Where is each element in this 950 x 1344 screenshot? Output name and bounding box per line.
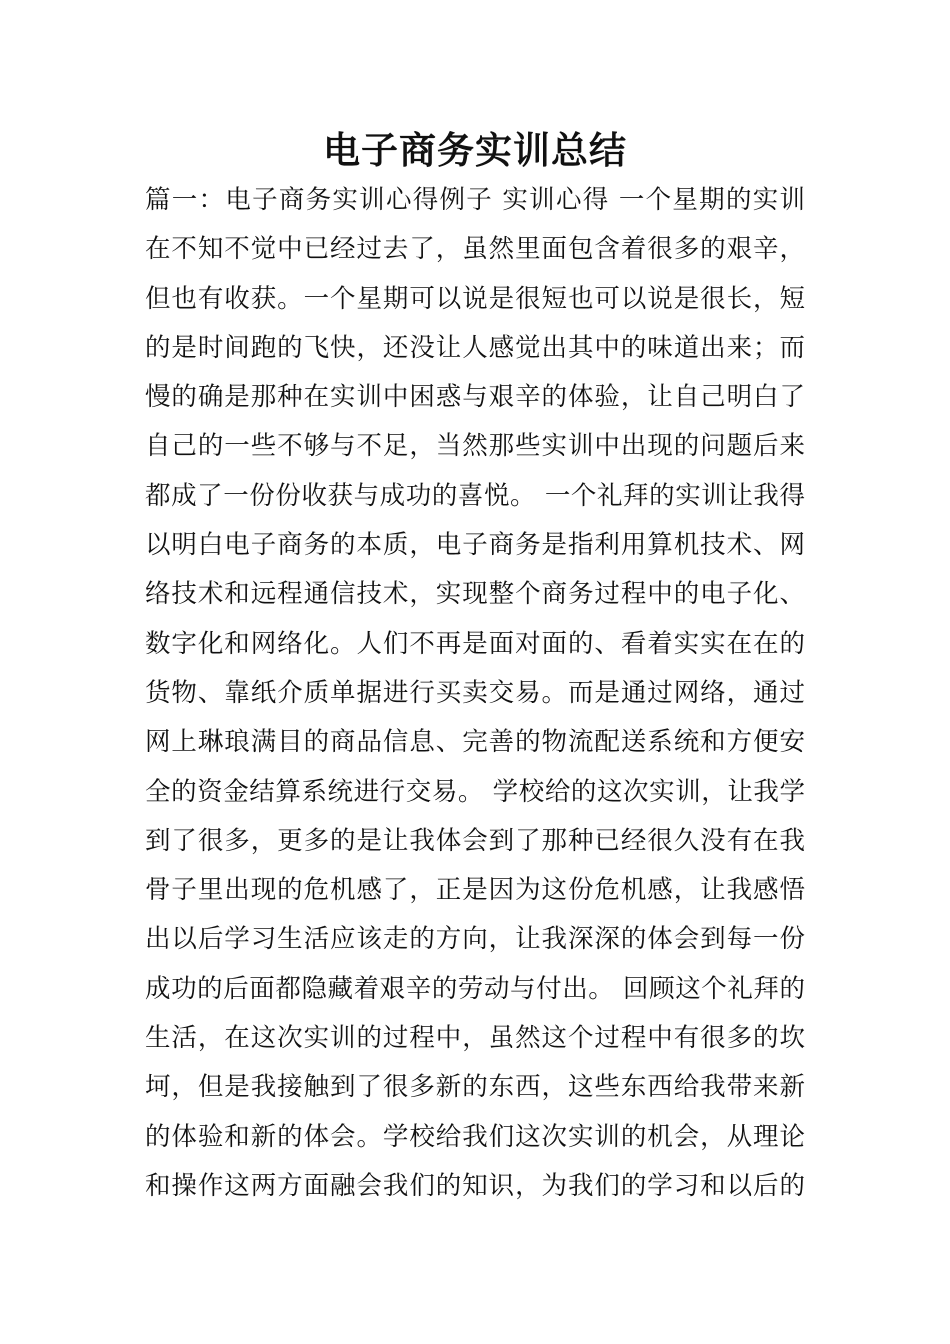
- body-line: 篇一：电子商务实训心得例子 实训心得 一个星期的实训: [145, 185, 805, 215]
- body-line: 的体验和新的体会。学校给我们这次实训的机会，从理论: [145, 1121, 805, 1152]
- body-line: 生活，在这次实训的过程中，虽然这个过程中有很多的坎: [145, 1023, 805, 1054]
- body-line: 网上琳琅满目的商品信息、完善的物流配送系统和方便安: [145, 727, 805, 758]
- body-line: 以明白电子商务的本质，电子商务是指利用算机技术、网: [145, 530, 805, 561]
- body-line: 成功的后面都隐藏着艰辛的劳动与付出。 回顾这个礼拜的: [145, 973, 805, 1004]
- body-line: 数字化和网络化。人们不再是面对面的、看着实实在在的: [145, 628, 805, 659]
- body-line: 出以后学习生活应该走的方向，让我深深的体会到每一份: [145, 924, 805, 955]
- body-line: 的是时间跑的飞快，还没让人感觉出其中的味道出来；而: [145, 332, 805, 363]
- body-line: 骨子里出现的危机感了，正是因为这份危机感，让我感悟: [145, 875, 805, 906]
- body-line: 货物、靠纸介质单据进行买卖交易。而是通过网络，通过: [145, 677, 805, 708]
- document-body: [145, 176, 805, 1211]
- body-line: 但也有收获。一个星期可以说是很短也可以说是很长，短: [145, 283, 805, 314]
- body-line: 自己的一些不够与不足，当然那些实训中出现的问题后来: [145, 431, 805, 462]
- body-line: 到了很多，更多的是让我体会到了那种已经很久没有在我: [145, 825, 805, 856]
- body-line: 全的资金结算系统进行交易。 学校给的这次实训，让我学: [145, 776, 805, 807]
- body-line: 络技术和远程通信技术，实现整个商务过程中的电子化、: [145, 579, 805, 610]
- body-line: 都成了一份份收获与成功的喜悦。 一个礼拜的实训让我得: [145, 480, 805, 511]
- body-line: 慢的确是那种在实训中困惑与艰辛的体验，让自己明白了: [145, 382, 805, 413]
- body-line: 和操作这两方面融会我们的知识，为我们的学习和以后的: [145, 1170, 805, 1201]
- document-title: 电子商务实训总结: [323, 128, 627, 172]
- body-line: 坷，但是我接触到了很多新的东西，这些东西给我带来新: [145, 1072, 805, 1103]
- body-line: 在不知不觉中已经过去了，虽然里面包含着很多的艰辛，: [145, 234, 805, 265]
